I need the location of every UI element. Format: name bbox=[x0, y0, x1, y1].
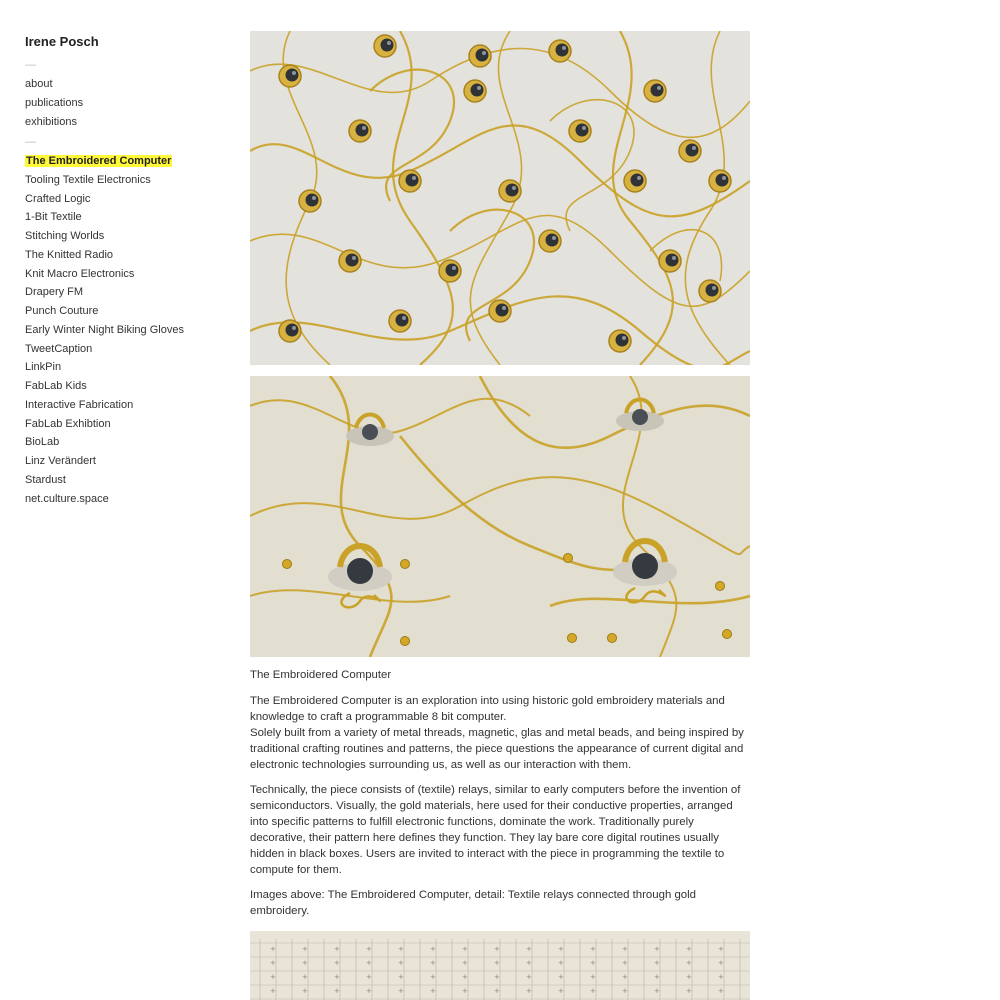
project-item-the-knitted-radio[interactable] bbox=[25, 246, 184, 265]
nav-item-label: Stardust bbox=[25, 473, 66, 486]
svg-text:+: + bbox=[622, 959, 628, 967]
project-item-1-bit-textile[interactable] bbox=[25, 208, 184, 227]
project-item-biolab[interactable] bbox=[25, 433, 184, 452]
nav-item-label: Punch Couture bbox=[25, 305, 99, 317]
nav-item-label: Knit Macro Electronics bbox=[25, 267, 135, 280]
separator-2: — bbox=[25, 136, 36, 148]
nav-item-label: net.culture.space bbox=[25, 492, 109, 505]
svg-text:+: + bbox=[302, 973, 308, 981]
nav-item-label: Interactive Fabrication bbox=[25, 398, 134, 411]
svg-text:+: + bbox=[590, 987, 596, 995]
svg-text:+: + bbox=[654, 987, 660, 995]
svg-text:+: + bbox=[398, 945, 404, 953]
svg-text:+: + bbox=[654, 959, 660, 967]
svg-text:+: + bbox=[590, 959, 596, 967]
nav-item-label: Drapery FM bbox=[25, 286, 84, 299]
embroidery-photo-2 bbox=[250, 376, 750, 657]
svg-text:+: + bbox=[462, 959, 468, 967]
svg-text:+: + bbox=[718, 973, 724, 981]
nav-item-label: The Knitted Radio bbox=[25, 248, 114, 261]
svg-text:+: + bbox=[686, 945, 692, 953]
svg-text:+: + bbox=[686, 959, 692, 967]
svg-text:+: + bbox=[718, 987, 724, 995]
svg-text:+: + bbox=[494, 945, 500, 953]
svg-text:+: + bbox=[590, 973, 596, 981]
svg-text:+: + bbox=[302, 959, 308, 967]
primary-nav bbox=[25, 75, 83, 131]
project-item-drapery-fm[interactable] bbox=[25, 283, 184, 302]
svg-text:+: + bbox=[654, 945, 660, 953]
project-item-linkpin[interactable] bbox=[25, 358, 184, 377]
nav-item-about[interactable] bbox=[25, 75, 83, 94]
svg-text:+: + bbox=[558, 959, 564, 967]
svg-text:+: + bbox=[366, 987, 372, 995]
embroidery-photo-1 bbox=[250, 31, 750, 365]
svg-text:+: + bbox=[270, 987, 276, 995]
svg-text:+: + bbox=[526, 987, 532, 995]
project-item-linz-ver-ndert[interactable] bbox=[25, 452, 184, 471]
site-title[interactable]: Irene Posch bbox=[25, 34, 99, 49]
svg-text:+: + bbox=[366, 959, 372, 967]
svg-text:+: + bbox=[334, 959, 340, 967]
svg-text:+: + bbox=[302, 945, 308, 953]
project-item-fablab-exhibtion[interactable] bbox=[25, 415, 184, 434]
svg-text:+: + bbox=[526, 973, 532, 981]
project-item-crafted-logic[interactable] bbox=[25, 190, 184, 209]
project-item-stitching-worlds[interactable] bbox=[25, 227, 184, 246]
svg-text:+: + bbox=[622, 973, 628, 981]
project-item-tweetcaption[interactable] bbox=[25, 340, 184, 359]
project-image-3[interactable] bbox=[250, 931, 750, 1000]
description-paragraph-1b: Solely built from a variety of metal threads, magnetic, glas and metal beads, and being inspired by traditional crafting routines and patterns, the piece questions the appearance of current digital and electronic technologies surrounding us, as well as our interaction with them. bbox=[250, 727, 744, 771]
project-item-stardust[interactable] bbox=[25, 471, 184, 490]
svg-text:+: + bbox=[654, 973, 660, 981]
project-nav bbox=[25, 152, 184, 508]
nav-item-label: Tooling Textile Electronics bbox=[25, 173, 151, 186]
svg-text:+: + bbox=[270, 973, 276, 981]
project-item-knit-macro-electronics[interactable] bbox=[25, 265, 184, 284]
svg-text:+: + bbox=[590, 945, 596, 953]
image-caption: Images above: The Embroidered Computer, detail: Textile relays connected through gold embroidery. bbox=[250, 889, 696, 917]
nav-item-label: FabLab Exhibtion bbox=[25, 417, 111, 430]
svg-text:+: + bbox=[558, 945, 564, 953]
svg-text:+: + bbox=[526, 959, 532, 967]
nav-item-label: exhibitions bbox=[25, 115, 77, 128]
svg-text:+: + bbox=[494, 973, 500, 981]
svg-text:+: + bbox=[462, 973, 468, 981]
separator-1: — bbox=[25, 59, 36, 71]
svg-text:+: + bbox=[366, 945, 372, 953]
svg-text:+: + bbox=[622, 945, 628, 953]
project-item-interactive-fabrication[interactable] bbox=[25, 396, 184, 415]
svg-text:+: + bbox=[430, 945, 436, 953]
svg-text:+: + bbox=[462, 945, 468, 953]
nav-item-exhibitions[interactable] bbox=[25, 113, 83, 132]
project-title: The Embroidered Computer bbox=[250, 669, 392, 681]
nav-item-label: Linz Verändert bbox=[25, 455, 96, 467]
svg-text:+: + bbox=[302, 987, 308, 995]
nav-item-label: about bbox=[25, 78, 53, 90]
svg-text:+: + bbox=[270, 945, 276, 953]
svg-text:+: + bbox=[558, 973, 564, 981]
svg-text:+: + bbox=[494, 959, 500, 967]
nav-item-label: Crafted Logic bbox=[25, 192, 91, 205]
nav-item-label: FabLab Kids bbox=[25, 380, 87, 392]
svg-text:+: + bbox=[334, 945, 340, 953]
svg-text:+: + bbox=[398, 987, 404, 995]
svg-text:+: + bbox=[462, 987, 468, 995]
svg-text:+: + bbox=[398, 959, 404, 967]
nav-item-label: LinkPin bbox=[25, 361, 62, 374]
svg-text:+: + bbox=[526, 945, 532, 953]
nav-item-label: TweetCaption bbox=[25, 342, 93, 355]
svg-text:+: + bbox=[334, 973, 340, 981]
svg-text:+: + bbox=[494, 987, 500, 995]
svg-text:+: + bbox=[718, 959, 724, 967]
project-item-fablab-kids[interactable] bbox=[25, 377, 184, 396]
project-item-early-winter-night-biking-gloves[interactable] bbox=[25, 321, 184, 340]
nav-item-label: publications bbox=[25, 96, 84, 109]
project-image-1[interactable] bbox=[250, 31, 750, 365]
svg-text:+: + bbox=[686, 973, 692, 981]
project-image-2[interactable] bbox=[250, 376, 750, 657]
project-description bbox=[250, 693, 750, 773]
nav-item-label: Stitching Worlds bbox=[25, 230, 105, 242]
svg-text:+: + bbox=[430, 959, 436, 967]
nav-item-label: The Embroidered Computer bbox=[26, 155, 172, 167]
svg-text:+: + bbox=[558, 987, 564, 995]
svg-text:+: + bbox=[430, 987, 436, 995]
nav-item-label: 1-Bit Textile bbox=[25, 211, 82, 224]
project-item-tooling-textile-electronics[interactable] bbox=[25, 171, 184, 190]
project-item-net-culture-space[interactable] bbox=[25, 490, 184, 509]
svg-text:+: + bbox=[686, 987, 692, 995]
nav-item-label: BioLab bbox=[25, 436, 60, 449]
svg-text:+: + bbox=[366, 973, 372, 981]
svg-text:+: + bbox=[430, 973, 436, 981]
circuit-sketch-photo bbox=[250, 931, 750, 1000]
svg-text:+: + bbox=[622, 987, 628, 995]
project-item-the-embroidered-computer[interactable] bbox=[25, 152, 184, 171]
svg-text:+: + bbox=[718, 945, 724, 953]
svg-text:+: + bbox=[334, 987, 340, 995]
description-paragraph-2: Technically, the piece consists of (textile) relays, similar to early computers before the invention of semiconductors. Visually, the gold materials, here used for their conductive properties, arranged into specific patterns to fulfill electronic functions, dominate the work. Traditionally purely decorative, their pattern here defines they function. They lay bare core digital routines usually hidden in black boxes. Users are invited to interact with the piece in programming the textile to compute for them. bbox=[250, 784, 741, 876]
svg-text:+: + bbox=[270, 959, 276, 967]
nav-item-publications[interactable] bbox=[25, 94, 83, 113]
description-paragraph-1: The Embroidered Computer is an exploration into using historic gold embroidery materials and knowledge to craft a programmable 8 bit computer. bbox=[250, 695, 725, 723]
svg-text:+: + bbox=[398, 973, 404, 981]
nav-item-label: Early Winter Night Biking Gloves bbox=[25, 323, 184, 336]
project-item-punch-couture[interactable] bbox=[25, 302, 184, 321]
